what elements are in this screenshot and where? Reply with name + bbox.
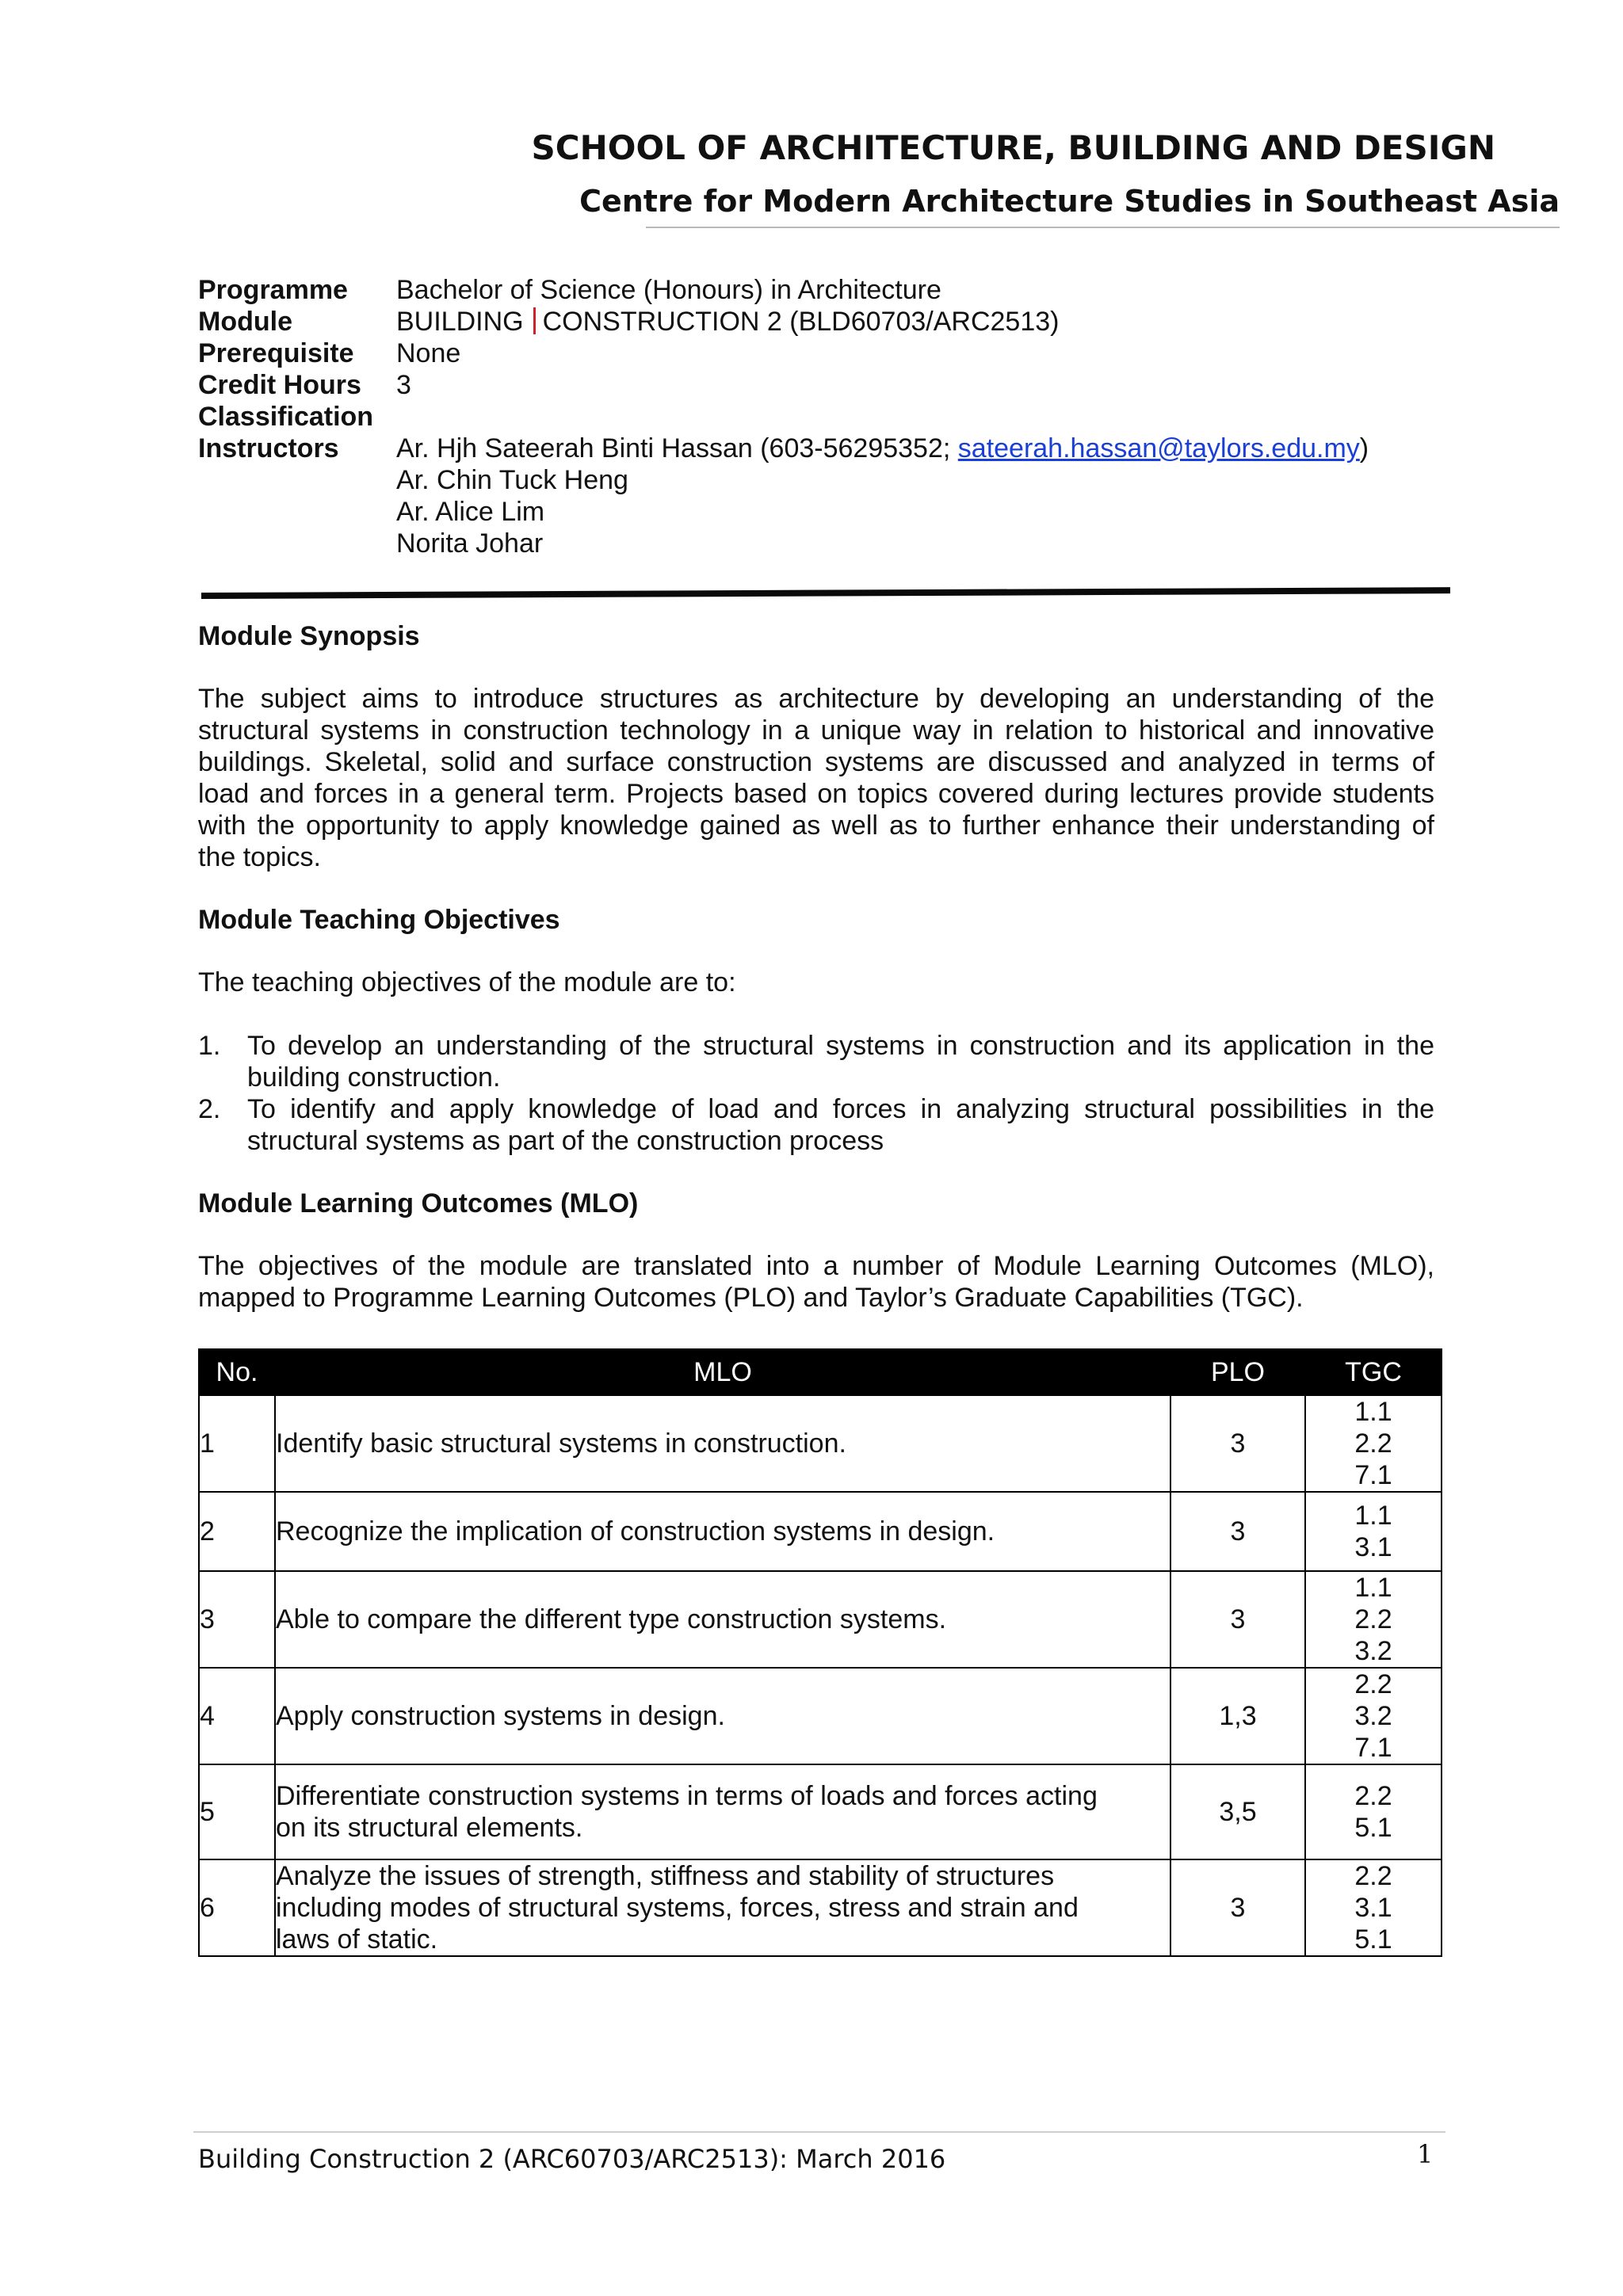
row-plo: 3 bbox=[1170, 1395, 1305, 1492]
objectives-list bbox=[198, 1030, 1434, 1157]
tgc-value: 7.1 bbox=[1354, 1460, 1392, 1490]
row-mlo bbox=[275, 1492, 1170, 1571]
mlo-line: Identify basic structural systems in construction. bbox=[276, 1428, 846, 1459]
row-plo: 3 bbox=[1170, 1571, 1305, 1668]
mlo-line: Apply construction systems in design. bbox=[276, 1701, 725, 1731]
footer-text: Building Construction 2 (ARC60703/ARC2513): March 2016 bbox=[198, 2144, 946, 2174]
instructor-4: Norita Johar bbox=[396, 528, 544, 559]
tgc-value: 1.1 bbox=[1354, 1397, 1392, 1427]
instructor-1 bbox=[396, 433, 1369, 464]
header-tgc: TGC bbox=[1305, 1349, 1442, 1395]
row-number: 2 bbox=[199, 1492, 275, 1571]
table-header-row bbox=[199, 1349, 1442, 1395]
objective-line: To develop an understanding of the structural systems in construction and its application in the bbox=[247, 1031, 1434, 1061]
tgc-value: 5.1 bbox=[1354, 1813, 1392, 1843]
table-row bbox=[199, 1764, 1442, 1859]
mlo-intro bbox=[198, 1250, 1434, 1314]
section-divider bbox=[201, 587, 1450, 599]
credit-hours-label: Credit Hours bbox=[198, 370, 361, 400]
module-value-part1: BUILDING bbox=[396, 307, 524, 337]
mlo-line: Recognize the implication of construction systems in design. bbox=[276, 1516, 995, 1547]
mlo-line: on its structural elements. bbox=[276, 1813, 583, 1843]
row-plo: 3 bbox=[1170, 1859, 1305, 1956]
centre-subtitle: Centre for Modern Architecture Studies in Southeast Asia bbox=[579, 184, 1560, 219]
row-tgc bbox=[1305, 1571, 1442, 1668]
module-label: Module bbox=[198, 307, 292, 337]
prerequisite-value: None bbox=[396, 338, 461, 368]
objectives-heading: Module Teaching Objectives bbox=[198, 905, 560, 935]
instructor-1-close: ) bbox=[1359, 433, 1369, 463]
row-tgc bbox=[1305, 1668, 1442, 1764]
list-item-text bbox=[247, 1093, 1434, 1157]
list-item-text bbox=[247, 1030, 1434, 1093]
page-number: 1 bbox=[1417, 2139, 1434, 2169]
header-no: No. bbox=[199, 1349, 275, 1395]
tgc-value: 2.2 bbox=[1354, 1861, 1392, 1891]
tgc-value: 3.2 bbox=[1354, 1701, 1392, 1731]
row-number: 5 bbox=[199, 1764, 275, 1859]
synopsis-line: structural systems in construction technology in a unique way in relation to historical and innovative bbox=[198, 715, 1434, 746]
table-row bbox=[199, 1571, 1442, 1668]
list-item bbox=[198, 1093, 1434, 1157]
synopsis-line: The subject aims to introduce structures as architecture by developing an understanding of the bbox=[198, 684, 1434, 714]
table-row bbox=[199, 1395, 1442, 1492]
tgc-value: 2.2 bbox=[1354, 1669, 1392, 1699]
tgc-value: 2.2 bbox=[1354, 1781, 1392, 1811]
objective-line: structural systems as part of the construction process bbox=[247, 1126, 884, 1156]
row-mlo bbox=[275, 1571, 1170, 1668]
credit-hours-value: 3 bbox=[396, 370, 411, 400]
module-value bbox=[396, 306, 1059, 338]
header-plo: PLO bbox=[1170, 1349, 1305, 1395]
module-value-part2: CONSTRUCTION 2 (BLD60703/ARC2513) bbox=[542, 307, 1060, 337]
mlo-intro-line: mapped to Programme Learning Outcomes (PLO) and Taylor’s Graduate Capabilities (TGC). bbox=[198, 1283, 1304, 1313]
mlo-table bbox=[198, 1348, 1442, 1957]
synopsis-paragraph bbox=[198, 683, 1434, 873]
list-item bbox=[198, 1030, 1434, 1093]
tgc-value: 3.2 bbox=[1354, 1636, 1392, 1666]
instructor-1-name: Ar. Hjh Sateerah Binti Hassan (603-56295352; bbox=[396, 433, 958, 463]
instructor-2: Ar. Chin Tuck Heng bbox=[396, 465, 628, 495]
mlo-line: Differentiate construction systems in terms of loads and forces acting bbox=[276, 1781, 1098, 1811]
row-plo: 3 bbox=[1170, 1492, 1305, 1571]
synopsis-line: with the opportunity to apply knowledge gained as well as to further enhance their understanding of bbox=[198, 810, 1434, 841]
header-mlo: MLO bbox=[275, 1349, 1170, 1395]
mlo-intro-line: The objectives of the module are translated into a number of Module Learning Outcomes (MLO), bbox=[198, 1251, 1434, 1281]
row-tgc bbox=[1305, 1859, 1442, 1956]
instructor-3: Ar. Alice Lim bbox=[396, 497, 545, 527]
programme-value: Bachelor of Science (Honours) in Architecture bbox=[396, 275, 941, 305]
objective-line: building construction. bbox=[247, 1062, 501, 1093]
prerequisite-row bbox=[198, 338, 1369, 369]
list-item-number: 1. bbox=[198, 1031, 221, 1061]
synopsis-line: load and forces in a general term. Projects based on topics covered during lectures provide students bbox=[198, 779, 1434, 809]
row-plo: 3,5 bbox=[1170, 1764, 1305, 1859]
tgc-value: 3.1 bbox=[1354, 1532, 1392, 1562]
tgc-value: 7.1 bbox=[1354, 1733, 1392, 1763]
tgc-value: 3.1 bbox=[1354, 1893, 1392, 1923]
row-number: 4 bbox=[199, 1668, 275, 1764]
table-row bbox=[199, 1492, 1442, 1571]
tgc-value: 1.1 bbox=[1354, 1573, 1392, 1603]
school-title: SCHOOL OF ARCHITECTURE, BUILDING AND DESIGN bbox=[531, 128, 1495, 167]
credit-hours-row bbox=[198, 369, 1369, 401]
synopsis-heading: Module Synopsis bbox=[198, 621, 420, 651]
row-number: 3 bbox=[199, 1571, 275, 1668]
row-mlo bbox=[275, 1859, 1170, 1956]
prerequisite-label: Prerequisite bbox=[198, 338, 354, 368]
row-mlo bbox=[275, 1764, 1170, 1859]
row-tgc bbox=[1305, 1395, 1442, 1492]
programme-label: Programme bbox=[198, 275, 348, 305]
instructor-email-link[interactable]: sateerah.hassan@taylors.edu.my bbox=[957, 433, 1360, 463]
mlo-line: including modes of structural systems, forces, stress and strain and bbox=[276, 1893, 1079, 1923]
mlo-line: Able to compare the different type construction systems. bbox=[276, 1604, 947, 1634]
synopsis-line: the topics. bbox=[198, 842, 321, 872]
header-underline bbox=[646, 227, 1560, 228]
row-tgc bbox=[1305, 1492, 1442, 1571]
row-tgc bbox=[1305, 1764, 1442, 1859]
row-number: 1 bbox=[199, 1395, 275, 1492]
mlo-line: laws of static. bbox=[276, 1924, 438, 1955]
instructors-label: Instructors bbox=[198, 433, 339, 463]
row-plo: 1,3 bbox=[1170, 1668, 1305, 1764]
tgc-value: 2.2 bbox=[1354, 1604, 1392, 1634]
row-mlo bbox=[275, 1395, 1170, 1492]
module-info bbox=[198, 274, 1369, 559]
tgc-value: 5.1 bbox=[1354, 1924, 1392, 1955]
classification-label: Classification bbox=[198, 402, 374, 432]
instructors-list bbox=[396, 433, 1369, 559]
tgc-value: 2.2 bbox=[1354, 1428, 1392, 1459]
list-item-number: 2. bbox=[198, 1094, 221, 1124]
table-row bbox=[199, 1668, 1442, 1764]
table-row bbox=[199, 1859, 1442, 1956]
module-row bbox=[198, 306, 1369, 338]
row-number: 6 bbox=[199, 1859, 275, 1956]
programme-row bbox=[198, 274, 1369, 306]
text-cursor-marker bbox=[533, 307, 536, 334]
classification-row bbox=[198, 401, 1369, 433]
footer-divider bbox=[193, 2131, 1445, 2133]
mlo-heading: Module Learning Outcomes (MLO) bbox=[198, 1188, 639, 1219]
tgc-value: 1.1 bbox=[1354, 1501, 1392, 1531]
objectives-intro: The teaching objectives of the module are to: bbox=[198, 967, 736, 997]
mlo-line: Analyze the issues of strength, stiffness and stability of structures bbox=[276, 1861, 1055, 1891]
row-mlo bbox=[275, 1668, 1170, 1764]
synopsis-line: buildings. Skeletal, solid and surface construction systems are discussed and analyzed in terms of bbox=[198, 747, 1434, 777]
instructors-row bbox=[198, 433, 1369, 559]
objective-line: To identify and apply knowledge of load and forces in analyzing structural possibilities in the bbox=[247, 1094, 1434, 1124]
